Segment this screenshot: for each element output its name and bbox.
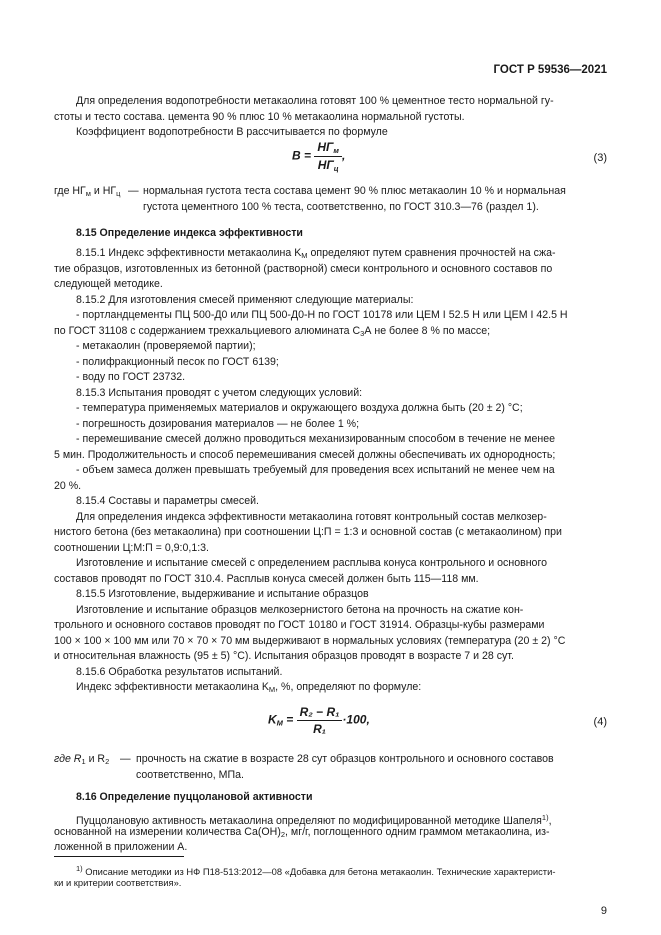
text-line: 8.15.2 Для изготовления смесей применяют следующие материалы: <box>76 294 414 306</box>
text-line: тие образцов, изготовленных из бетонной (растворной) смеси контрольного и основного составов по <box>54 263 553 275</box>
formula-fraction <box>314 140 342 173</box>
text-line: 8.15.3 Испытания проводят с учетом следующих условий: <box>76 387 363 399</box>
where-text: где R <box>54 753 82 765</box>
text: , мг/г, поглощенного одним граммом метакаолина, из- <box>285 826 550 838</box>
list-item: - температура применяемых материалов и окружающего воздуха должна быть (20 ± 2) °С; <box>76 402 523 414</box>
text-line: трольного и основного составов проводят по ГОСТ 10180 и ГОСТ 31914. Образцы-кубы размерами <box>54 619 545 631</box>
formula-denominator-sub: ц <box>333 164 339 173</box>
where-sub: 2 <box>105 757 110 766</box>
list-item: - перемешивание смесей должно проводиться механизированным способом в течение не менее <box>76 433 555 445</box>
formula-lhs: В <box>292 148 301 163</box>
text-line: 100 × 100 × 100 мм или 70 × 70 × 70 мм выдерживают в нормальных условиях (температура (20 ± 2) °С <box>54 635 566 647</box>
footnote-ref: 1) <box>541 813 549 822</box>
list-item: - полифракционный песок по ГОСТ 6139; <box>76 356 279 368</box>
list-item: 20 %. <box>54 480 82 492</box>
footnote-rule <box>54 856 184 857</box>
section-title: 8.15 Определение индекса эффективности <box>76 227 303 239</box>
where-dash: — <box>128 185 139 197</box>
footnote-text: Описание методики из НФ П18-513:2012—08 «Добавка для бетона метакаолин. Технические характеристи- <box>82 866 556 877</box>
text-line: Для определения водопотребности метакаолина готовят 100 % цементное тесто нормальной гу- <box>76 95 554 107</box>
formula-denominator: НГ <box>317 158 334 172</box>
text-line: и относительная влажность (95 ± 5) °С). Испытания образцов проводят в возрасте 7 и 28 сут. <box>54 650 514 662</box>
where-definition-line: соответственно, МПа. <box>136 769 244 781</box>
where-text: и R <box>85 753 106 765</box>
text: А не более 8 % по массе; <box>364 325 491 337</box>
text-sub: М <box>301 251 308 260</box>
text: Индекс эффективности метакаолина K <box>76 681 269 693</box>
text-line: составов проводят по ГОСТ 310.4. Расплыв конуса смесей должен быть 115—118 мм. <box>54 573 479 585</box>
where-definition-line: прочность на сжатие в возрасте 28 сут образцов контрольного и основного составов <box>136 753 554 765</box>
where-definition-line: густота цементного 100 % теста, соответственно, по ГОСТ 310.3—76 (раздел 1). <box>143 201 539 213</box>
text-sub: 2 <box>280 830 286 839</box>
text: основанной на измерении количества Са(ОН) <box>54 826 281 838</box>
text: , %, определяют по формуле: <box>275 681 422 693</box>
text-sub: М <box>268 685 276 694</box>
text: 8.15.1 Индекс эффективности метакаолина K <box>76 247 302 259</box>
formula-lhs-sub: M <box>276 718 283 728</box>
equation-number: (3) <box>593 152 607 164</box>
page-number: 9 <box>600 905 607 917</box>
where-sub: м <box>85 189 91 198</box>
text-line: Изготовление и испытание смесей с определением расплыва конуса контрольного и основного <box>76 557 547 569</box>
footnote-line: ки и критерии соответствия». <box>54 877 182 888</box>
where-text: где НГ <box>54 185 86 197</box>
list-item: - метакаолин (проверяемой партии); <box>76 340 256 352</box>
where-text: и НГ <box>90 185 117 197</box>
list-item: 5 мин. Продолжительность и способ перемешивания смесей должны обеспечивать их однородность; <box>54 449 556 461</box>
section-title: 8.16 Определение пуццолановой активности <box>76 791 313 803</box>
text-line: ложенной в приложении А. <box>54 841 188 853</box>
text: определяют путем сравнения прочностей на сжа- <box>307 247 556 259</box>
formula-numerator: НГ <box>317 140 334 154</box>
text-line <box>76 246 606 264</box>
formula-tail: ·100, <box>342 712 370 727</box>
document-header: ГОСТ Р 59536—2021 <box>493 64 607 76</box>
where-lead <box>54 184 124 202</box>
text-line: Коэффициент водопотребности В рассчитывается по формуле <box>76 126 388 138</box>
text-line: 8.15.4 Составы и параметры смесей. <box>76 495 259 507</box>
text-line: 8.15.5 Изготовление, выдерживание и испытание образцов <box>76 588 369 600</box>
where-sub: 1 <box>81 757 86 766</box>
text-line <box>76 680 606 698</box>
text: по ГОСТ 31108 с содержанием трехкальциевого алюмината С <box>54 325 361 337</box>
text-line: Изготовление и испытание образцов мелкозернистого бетона на прочность на сжатие кон- <box>76 604 524 616</box>
formula-numerator: R₂ − R₁ <box>297 705 343 721</box>
text: Пуццолановую активность метакаолина определяют по модифицированной методике Шапеля <box>76 815 542 827</box>
text-line: Для определения индекса эффективности метакаолина готовят контрольный состав мелкозер- <box>76 511 547 523</box>
text-line: соотношении Ц:М:П = 0,9:0,1:3. <box>54 542 209 554</box>
formula-4: $K_M$ = $\frac{\text{R₂ − R₁}}{\text{R₁}}$ ·100, <box>268 705 370 736</box>
text-line: следующей методике. <box>54 278 163 290</box>
text-line: 8.15.6 Обработка результатов испытаний. <box>76 666 283 678</box>
list-item: - воду по ГОСТ 23732. <box>76 371 186 383</box>
where-lead <box>54 752 124 770</box>
text-line: стоты и тесто состава. цемента 90 % плюс 10 % метакаолина нормальной густоты. <box>54 111 465 123</box>
list-item: - объем замеса должен превышать требуемый для проведения всех испытаний не менее чем на <box>76 464 555 476</box>
formula-3: В = $\frac{НГ_м}{НГ_ц}$ , <box>292 140 346 173</box>
formula-lhs: K <box>268 712 277 727</box>
equation-number: (4) <box>593 716 607 728</box>
text-sub: 3 <box>360 329 365 338</box>
where-definition-line: нормальная густота теста состава цемент 90 % плюс метакаолин 10 % и нормальная <box>143 185 566 197</box>
footnote-mark: 1) <box>76 864 83 873</box>
formula-denominator: R₁ <box>313 722 326 736</box>
where-sub: ц <box>116 189 121 198</box>
list-item: - погрешность дозирования материалов — не более 1 %; <box>76 418 360 430</box>
where-dash: — <box>120 753 131 765</box>
list-item: - портландцементы ПЦ 500-Д0 или ПЦ 500-Д0-Н по ГОСТ 10178 или ЦЕМ I 52.5 Н или ЦЕМ I 42.5 Н <box>76 309 568 321</box>
text: , <box>548 815 552 827</box>
formula-numerator-sub: м <box>333 146 339 155</box>
text-line: нистого бетона (без метакаолина) при соотношении Ц:П = 1:3 и основной состав (с метакаолином) при <box>54 526 562 538</box>
formula-fraction <box>297 705 343 736</box>
